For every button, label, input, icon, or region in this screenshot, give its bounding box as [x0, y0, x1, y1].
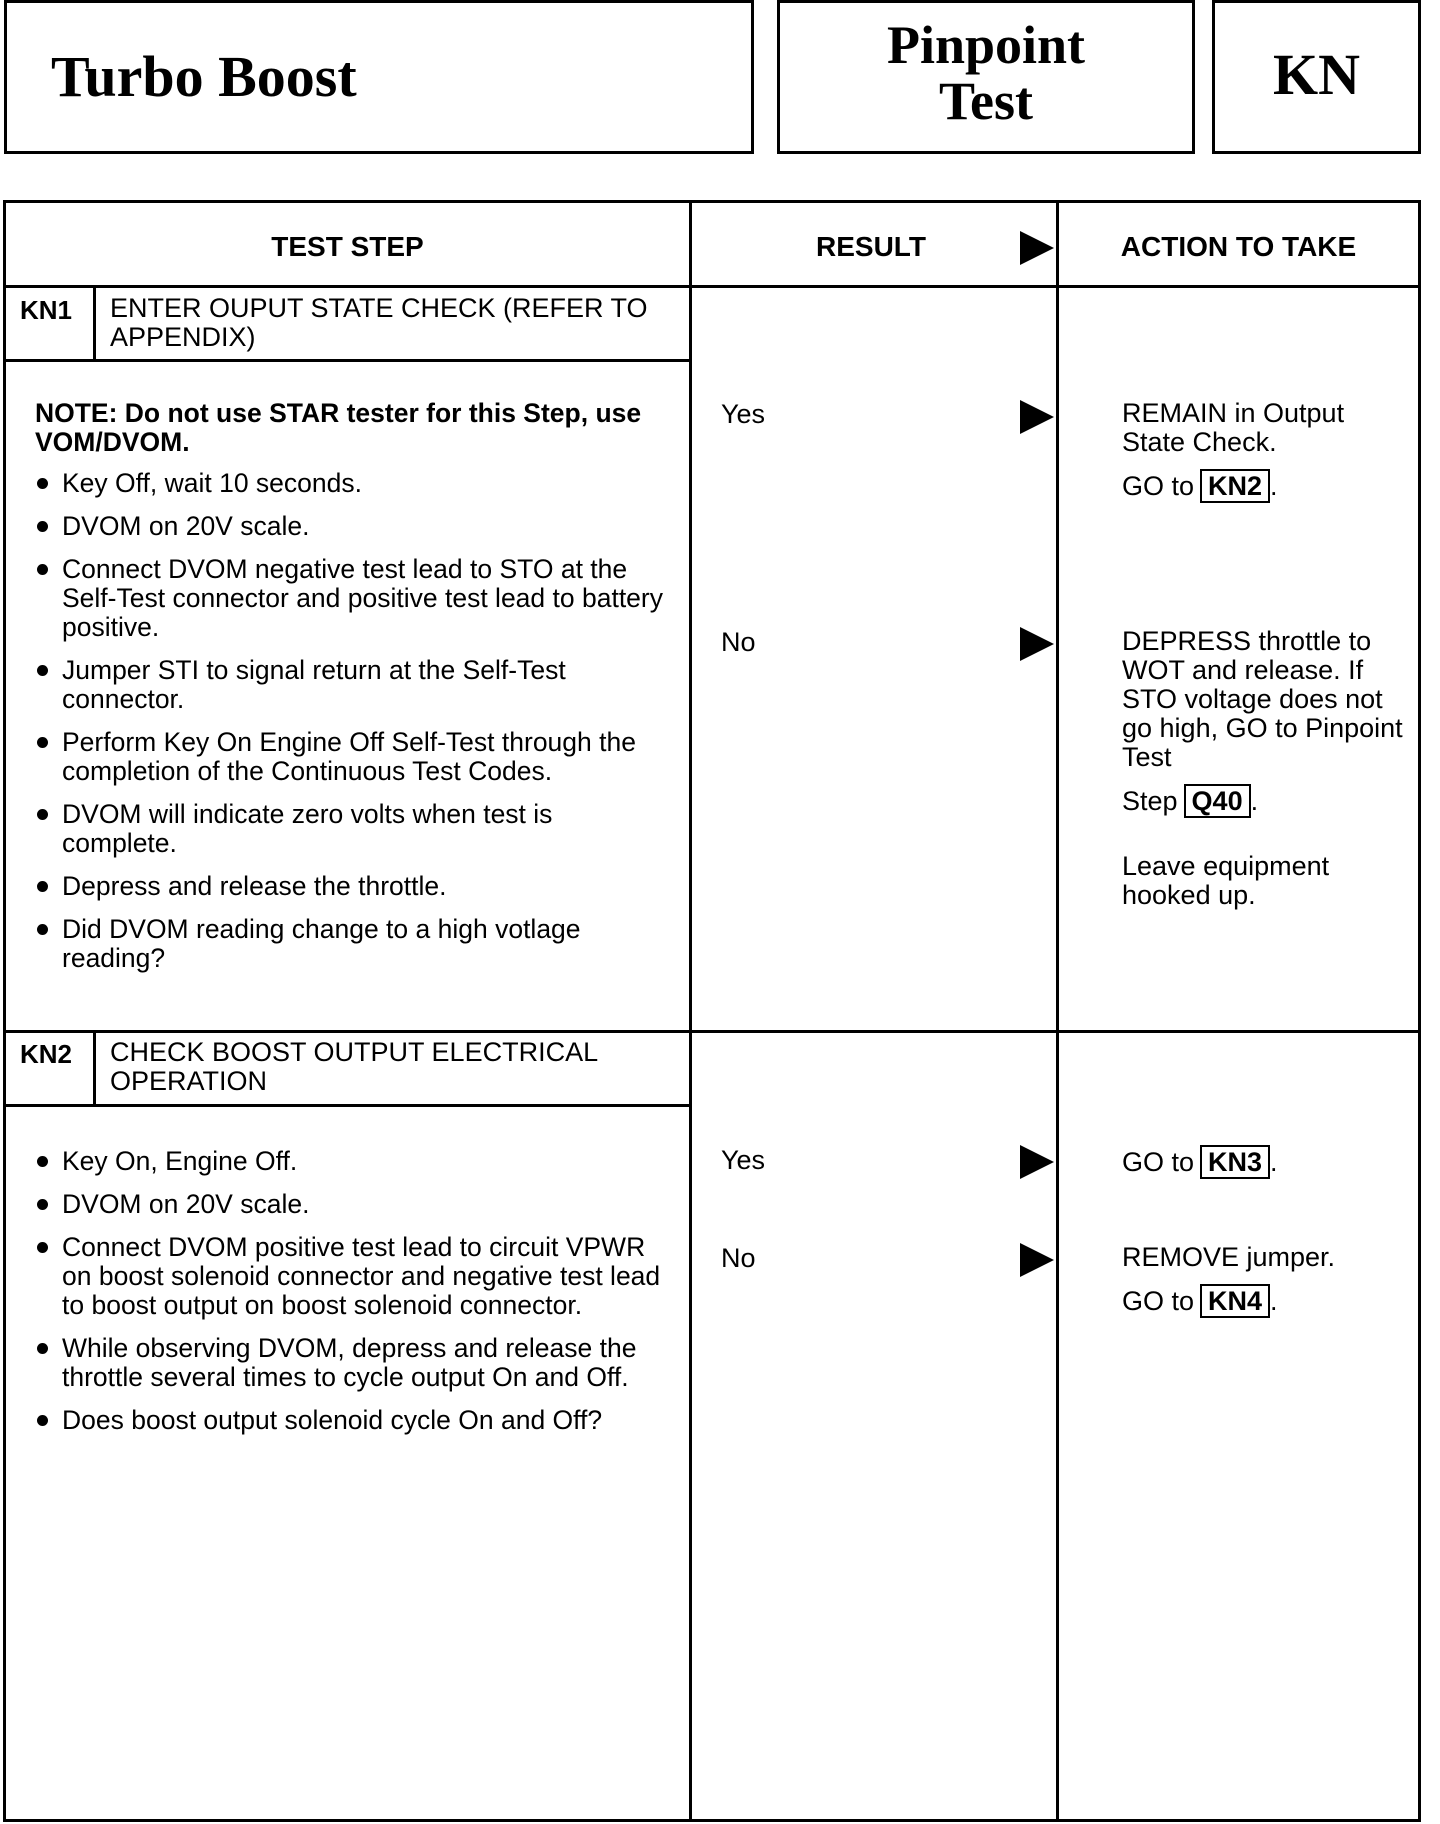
action-text: REMOVE jumper.: [1122, 1242, 1336, 1272]
step-id-divider: [93, 285, 96, 361]
step-divider: [6, 1030, 1418, 1033]
action-kn1-yes: [1122, 399, 1412, 515]
goto-prefix: GO to: [1122, 471, 1195, 501]
goto-suffix: .: [1250, 786, 1259, 816]
list-item: Does boost output solenoid cycle On and Off?: [35, 1406, 665, 1435]
result-no: No: [721, 1243, 756, 1273]
action-text: REMAIN in Output State Check.: [1122, 398, 1345, 457]
step-ref-kn4[interactable]: KN4: [1200, 1284, 1270, 1318]
pinpoint-line2: Test: [938, 71, 1034, 131]
list-item: Perform Key On Engine Off Self-Test through the completion of the Continuous Test Codes.: [35, 728, 665, 786]
result-yes: Yes: [721, 1145, 766, 1175]
list-item: DVOM will indicate zero volts when test is complete.: [35, 800, 665, 858]
step-ref-kn3[interactable]: KN3: [1200, 1145, 1270, 1179]
column-header-action: ACTION TO TAKE: [1120, 231, 1357, 262]
header-divider: [6, 285, 1418, 288]
column-divider: [689, 203, 692, 1819]
pinpoint-test-box: [777, 0, 1195, 154]
page-title: Turbo Boost: [51, 44, 357, 109]
list-item: Depress and release the throttle.: [35, 872, 665, 901]
goto-line: [1122, 784, 1417, 818]
action-extra: Leave equipment hooked up.: [1122, 851, 1330, 910]
test-table: [3, 200, 1421, 1822]
step-title-divider: [6, 1104, 689, 1107]
list-item: While observing DVOM, depress and release the throttle several times to cycle output On and Off.: [35, 1334, 665, 1392]
action-text: DEPRESS throttle to WOT and release. If STO voltage does not go high, GO to Pinpoint Test: [1122, 626, 1403, 772]
step-id-kn2: KN2: [20, 1039, 73, 1069]
step-id-kn1: KN1: [20, 295, 73, 325]
test-code: KN: [1273, 42, 1360, 107]
list-item: Connect DVOM negative test lead to STO at the Self-Test connector and positive test lead to battery positive.: [35, 555, 665, 642]
step-body-kn1: [35, 399, 665, 987]
step-note: NOTE: Do not use STAR tester for this Step, use VOM/DVOM.: [35, 398, 642, 457]
step-title-kn2: CHECK BOOST OUTPUT ELECTRICAL OPERATION: [110, 1037, 598, 1096]
step-body-kn2: [35, 1147, 665, 1449]
arrow-icon: [1020, 627, 1054, 661]
column-header-result: RESULT: [816, 231, 926, 262]
goto-line: [1122, 1145, 1412, 1179]
list-item: Key Off, wait 10 seconds.: [35, 469, 665, 498]
goto-prefix: Step: [1122, 786, 1178, 816]
pinpoint-line1: Pinpoint: [886, 15, 1086, 75]
step-id-divider: [93, 1030, 96, 1106]
list-item: DVOM on 20V scale.: [35, 512, 665, 541]
title-box: [4, 0, 754, 154]
step-title-kn1: ENTER OUPUT STATE CHECK (REFER TO APPENDIX): [110, 293, 648, 352]
step-ref-kn2[interactable]: KN2: [1200, 469, 1270, 503]
goto-suffix: .: [1270, 1286, 1278, 1316]
arrow-icon: [1020, 1243, 1054, 1277]
arrow-icon: [1020, 400, 1054, 434]
pinpoint-label: [780, 17, 1192, 129]
list-item: Key On, Engine Off.: [35, 1147, 665, 1176]
list-item: DVOM on 20V scale.: [35, 1190, 665, 1219]
list-item: Jumper STI to signal return at the Self-Test connector.: [35, 656, 665, 714]
arrow-icon: [1020, 231, 1054, 265]
goto-suffix: .: [1270, 471, 1278, 501]
step-ref-q40[interactable]: Q40: [1184, 784, 1251, 818]
result-yes: Yes: [721, 399, 766, 429]
test-code-box: [1212, 0, 1421, 154]
goto-line: [1122, 1284, 1412, 1318]
goto-prefix: GO to: [1122, 1147, 1195, 1177]
goto-line: [1122, 469, 1412, 503]
goto-suffix: .: [1270, 1147, 1278, 1177]
goto-prefix: GO to: [1122, 1286, 1195, 1316]
action-kn2-no: [1122, 1243, 1412, 1330]
result-no: No: [721, 627, 756, 657]
action-kn1-no: [1122, 627, 1417, 922]
action-kn2-yes: [1122, 1145, 1412, 1191]
column-divider: [1056, 203, 1059, 1819]
arrow-icon: [1020, 1145, 1054, 1179]
step-title-divider: [6, 359, 689, 362]
list-item: Connect DVOM positive test lead to circuit VPWR on boost solenoid connector and negative test lead to boost output on boost solenoid connector.: [35, 1233, 665, 1320]
column-header-test-step: TEST STEP: [271, 231, 424, 262]
list-item: Did DVOM reading change to a high votlage reading?: [35, 915, 665, 973]
